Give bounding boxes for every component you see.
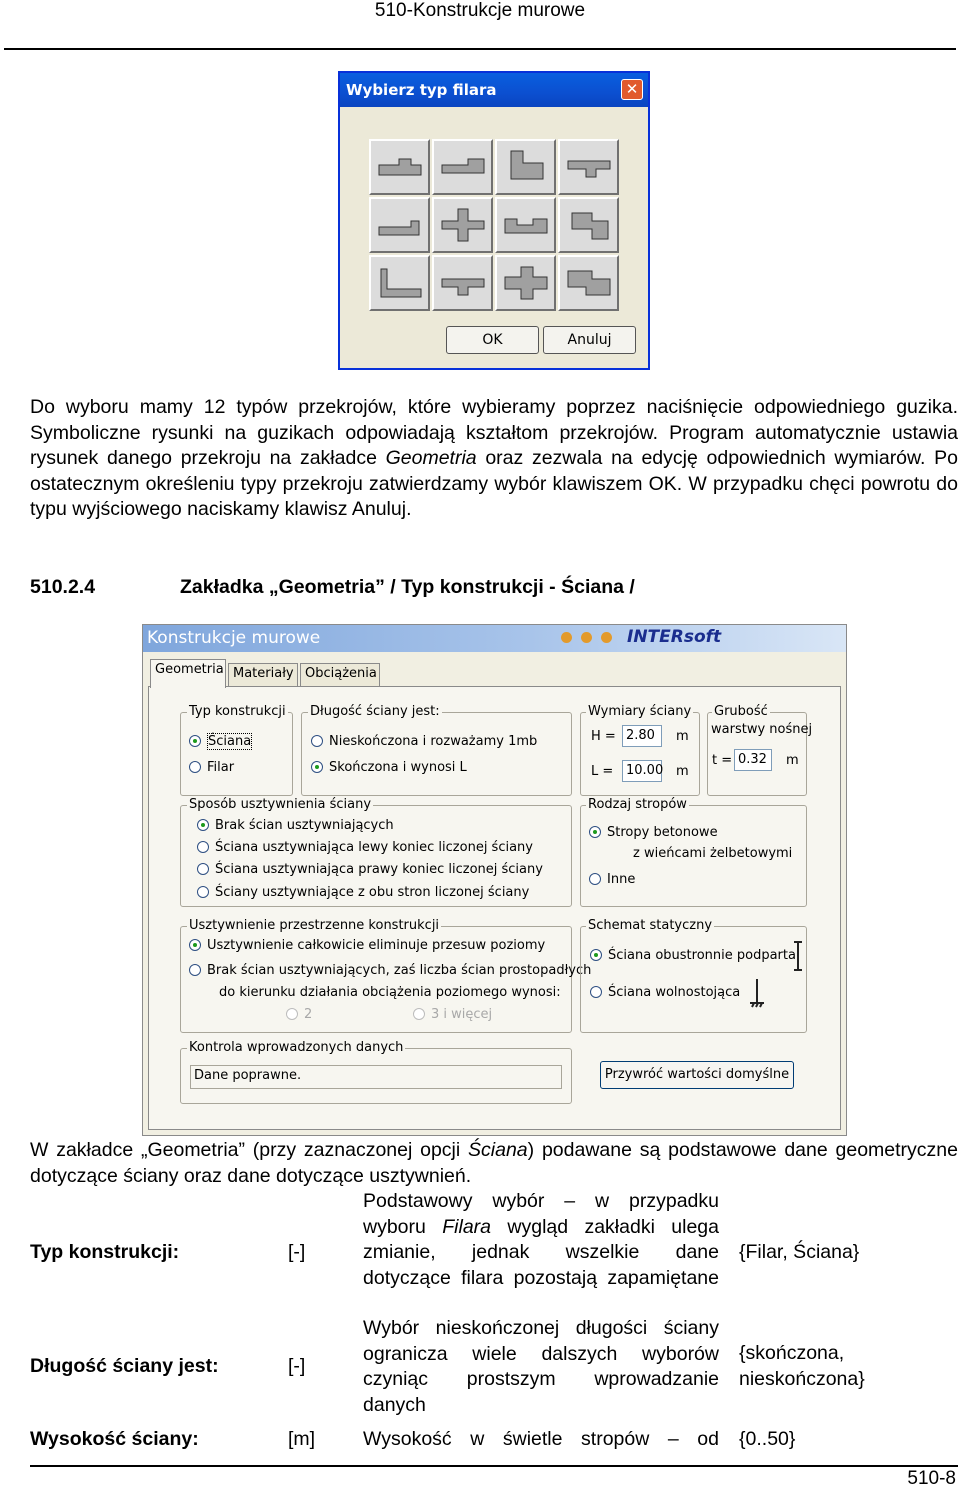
radio-other-floors[interactable]: Inne (589, 872, 635, 888)
radio-three-or-more-walls[interactable]: 3 i więcej (413, 1007, 492, 1023)
row-name: Typ konstrukcji: (30, 1241, 180, 1263)
radio-filar[interactable]: Filar (189, 760, 234, 776)
wall-length-group (301, 712, 572, 796)
radio-both-stiffening[interactable]: Ściany usztywniające z obu stron liczonej ściany (197, 885, 529, 901)
section-shape-icon (566, 207, 612, 243)
thickness-legend: Grubość (714, 704, 768, 719)
choose-pillar-type-dialog (338, 71, 650, 370)
section-shape-icon (377, 265, 423, 301)
section-type-button-12[interactable] (558, 255, 619, 311)
concrete-floors-line2: z wieńcami żelbetowymi (633, 846, 793, 861)
row-range: {0..50} (739, 1428, 796, 1450)
section-type-grid (369, 139, 621, 311)
section-type-button-7[interactable] (495, 197, 556, 253)
section-shape-icon (503, 207, 549, 243)
no-stiffening-line2: do kierunku działania obciążenia poziomego wynosi: (219, 985, 561, 1000)
row-description: Wybór nieskończonej długości ściany ogranicza wiele dalszych wyborów czyniąc prostszym wprowadzanie danych (363, 1317, 719, 1416)
section-shape-icon (566, 149, 612, 185)
radio-free-standing[interactable]: Ściana wolnostojąca (590, 985, 740, 1001)
section-shape-icon (440, 149, 486, 185)
tab-materialy[interactable]: Materiały (228, 663, 298, 687)
thickness-unit: m (786, 753, 799, 768)
restore-defaults-button[interactable]: Przywróć wartości domyślne (600, 1061, 794, 1089)
section-type-button-2[interactable] (432, 139, 493, 195)
tab-geometria[interactable]: Geometria (150, 659, 226, 688)
row-unit: [m] (288, 1428, 316, 1450)
radio-concrete-floors[interactable]: Stropy betonowe (589, 825, 718, 841)
data-check-status: Dane poprawne. (190, 1065, 562, 1089)
section-type-button-9[interactable] (369, 255, 430, 311)
section-type-button-11[interactable] (495, 255, 556, 311)
spatial-stiffening-legend: Usztywnienie przestrzenne konstrukcji (189, 918, 440, 933)
masonry-structures-window (142, 624, 847, 1136)
row-range-line2: nieskończona} (739, 1368, 865, 1390)
radio-left-stiffening[interactable]: Ściana usztywniająca lewy koniec liczonej ściany (197, 840, 533, 856)
free-standing-wall-icon (749, 977, 765, 1009)
radio-right-stiffening[interactable]: Ściana usztywniająca prawy koniec liczonej ściany (197, 862, 543, 878)
radio-no-stiffening-walls[interactable]: Brak ścian usztywniających (197, 818, 394, 834)
row-range-line1: {skończona, (739, 1342, 845, 1364)
section-shape-icon (440, 265, 486, 301)
window-title: Konstrukcje murowe (143, 625, 846, 652)
construction-type-legend: Typ konstrukcji (189, 704, 286, 719)
section-type-button-3[interactable] (495, 139, 556, 195)
intro-paragraph (30, 395, 958, 523)
radio-infinite-length[interactable]: Nieskończona i rozważamy 1mb (311, 734, 537, 750)
title-dots (561, 632, 621, 647)
radio-full-stiffening[interactable]: Usztywnienie całkowicie eliminuje przesuw poziomy (189, 938, 545, 954)
section-shape-icon (503, 265, 549, 301)
row-unit: [-] (288, 1241, 306, 1263)
geometry-text-italic: Ściana (468, 1139, 528, 1161)
height-input[interactable]: 2.80 (622, 725, 662, 747)
tab-obciazenia[interactable]: Obciążenia (300, 663, 380, 687)
table-row (30, 1189, 958, 1317)
section-shape-icon (566, 265, 612, 301)
stiffening-method-legend: Sposób usztywnienia ściany (189, 797, 372, 812)
page-number: 510-8 (907, 1468, 956, 1488)
table-row (30, 1427, 958, 1453)
static-scheme-legend: Schemat statyczny (588, 918, 713, 933)
row-range: {Filar, Ściana} (739, 1241, 860, 1263)
row-name: Długość ściany jest: (30, 1355, 219, 1377)
row-description: Wysokość w świetle stropów – od (363, 1428, 719, 1450)
section-shape-icon (440, 207, 486, 243)
radio-sciana[interactable]: Ściana (189, 734, 252, 750)
section-number: 510.2.4 (30, 576, 96, 598)
geometry-paragraph (30, 1138, 958, 1189)
radio-finite-length[interactable]: Skończona i wynosi L (311, 760, 467, 776)
geometry-text-1: W zakładce „Geometria” (przy zaznaczonej opcji (30, 1139, 469, 1161)
section-type-button-10[interactable] (432, 255, 493, 311)
intro-text-1: Do wyboru mamy 12 typów przekrojów, które wybieramy poprzez naciśnięcie odpowiedniego guzika. Symboliczne rysunki na guzikach odpowiadają kształtom przekrojów. Program automatycznie ustawia rysunek danego przekroju na zakładce (30, 396, 958, 470)
thickness-sublabel: warstwy nośnej (711, 722, 813, 737)
section-type-button-5[interactable] (369, 197, 430, 253)
height-unit: m (676, 729, 689, 744)
geometria-panel (148, 686, 841, 1130)
section-type-button-6[interactable] (432, 197, 493, 253)
section-title: Zakładka „Geometria” / Typ konstrukcji - Ściana / (180, 576, 635, 598)
length-unit: m (676, 764, 689, 779)
radio-no-stiffening-count[interactable]: Brak ścian usztywniających, zaś liczba ścian prostopadłych (189, 963, 591, 979)
footer-divider (30, 1465, 958, 1467)
section-shape-icon (377, 149, 423, 185)
wall-dimensions-legend: Wymiary ściany (588, 704, 692, 719)
cancel-button[interactable]: Anuluj (543, 326, 636, 354)
thickness-input[interactable]: 0.32 (734, 749, 772, 771)
floor-type-legend: Rodzaj stropów (588, 797, 687, 812)
header-divider (4, 48, 956, 50)
row-unit: [-] (288, 1355, 306, 1377)
height-label: H = (591, 729, 616, 744)
section-type-button-1[interactable] (369, 139, 430, 195)
row-description: Podstawowy wybór – w przypadku wyboru Filara wygląd zakładki ulega zmianie, jednak wszelkie dane dotyczące filara pozostają zapamiętane (363, 1190, 720, 1289)
table-row (30, 1316, 958, 1420)
section-shape-icon (503, 149, 549, 185)
supported-wall-icon (792, 940, 804, 972)
brand-logo: INTERsoft (627, 627, 722, 647)
ok-button[interactable]: OK (446, 326, 539, 354)
length-input[interactable]: 10.00 (622, 760, 662, 782)
section-type-button-8[interactable] (558, 197, 619, 253)
static-scheme-group (580, 926, 807, 1033)
radio-two-walls[interactable]: 2 (286, 1007, 312, 1023)
construction-type-group (180, 712, 293, 796)
row-name: Wysokość ściany: (30, 1428, 199, 1450)
intro-text-2: oraz zezwala na edycję odpowiednich wymiarów. Po ostatecznym określeniu typy przekroju zatwierdzamy wybór klawiszem OK. W przypadku chęci powrotu do typu wyjściowego naciskamy klawisz Anuluj. (30, 447, 958, 521)
section-type-button-4[interactable] (558, 139, 619, 195)
intro-text-italic: Geometria (385, 447, 477, 470)
section-heading (30, 575, 635, 599)
radio-supported-both-sides[interactable]: Ściana obustronnie podparta (590, 948, 796, 964)
geometry-text-2: ) podawane są podstawowe dane geometryczne dotyczące ściany oraz dane dotyczące usztywnień. (30, 1139, 958, 1187)
thickness-label: t = (712, 753, 733, 768)
data-check-legend: Kontrola wprowadzonych danych (189, 1040, 404, 1055)
close-button[interactable]: ✕ (621, 79, 643, 100)
section-shape-icon (377, 207, 423, 243)
running-header: 510-Konstrukcje murowe (374, 0, 586, 21)
wall-length-legend: Długość ściany jest: (310, 704, 440, 719)
length-label: L = (591, 764, 614, 779)
dialog-title: Wybierz typ filara (340, 73, 648, 107)
